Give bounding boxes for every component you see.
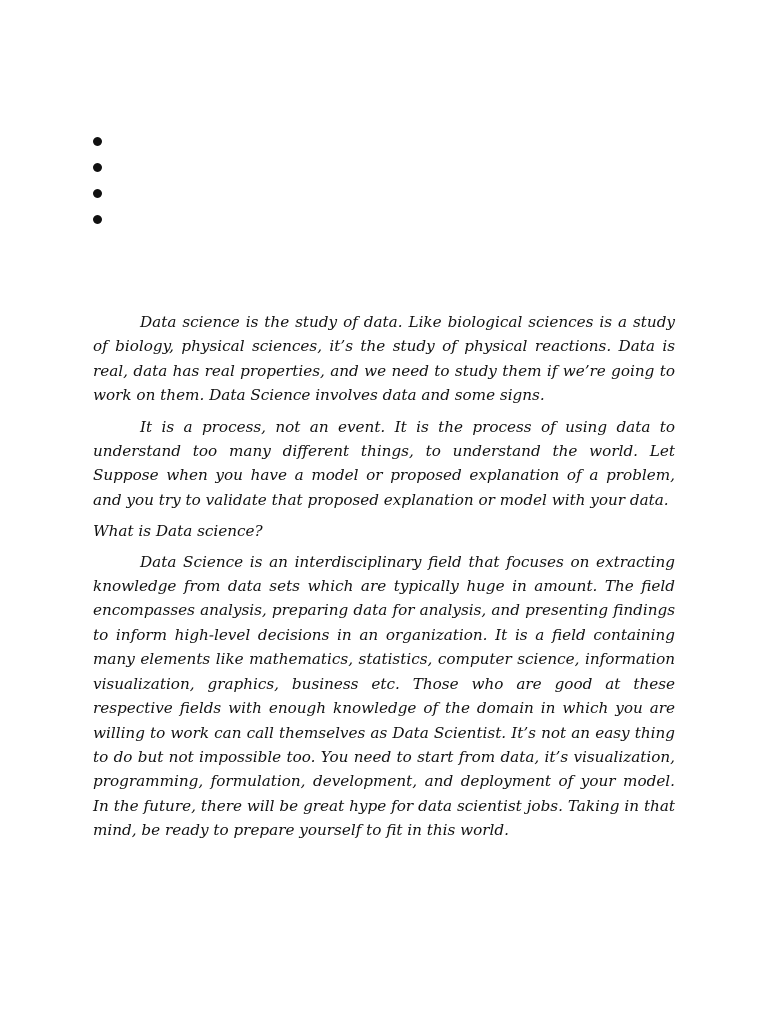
body-text <box>93 310 675 850</box>
paragraph-process: It is a process, not an event. It is the process of using data to understand too many different things, to understand the world. Let Suppose when you have a model or proposed explanation of a problem, and you try to validate that proposed explanation or model with your data. <box>93 417 675 509</box>
bullet-dot-icon <box>93 163 102 172</box>
bullet-dot-icon <box>93 189 102 198</box>
bullet-item <box>91 128 101 154</box>
bullet-item <box>91 154 101 180</box>
bullet-dot-icon <box>93 215 102 224</box>
paragraph-intro: Data science is the study of data. Like biological sciences is a study of biology, physical sciences, it’s the study of physical reactions. Data is real, data has real properties, and we need to study them if we’re going to work on them. Data Science involves data and some signs. <box>93 313 675 405</box>
empty-bullet-list <box>91 128 101 232</box>
paragraph-definition: Data Science is an interdisciplinary field that focuses on extracting knowledge from data sets which are typically huge in amount. The field encompasses analysis, preparing data for analysis, and presenting findings to inform high-level decisions in an organization. It is a field containing many elements like mathematics, statistics, computer science, information visualization, graphics, business etc. Those who are good at these respective fields with enough knowledge of the domain in which you are willing to work can call themselves as Data Scientist. It’s not an easy thing to do but not impossible too. You need to start from data, it’s visualization, programming, formulation, development, and deployment of your model. In the future, there will be great hype for data scientist jobs. Taking in that mind, be ready to prepare yourself to fit in this world. <box>93 552 675 840</box>
bullet-dot-icon <box>93 137 102 146</box>
section-heading: What is Data science? <box>93 522 263 541</box>
bullet-item <box>91 206 101 232</box>
bullet-item <box>91 180 101 206</box>
